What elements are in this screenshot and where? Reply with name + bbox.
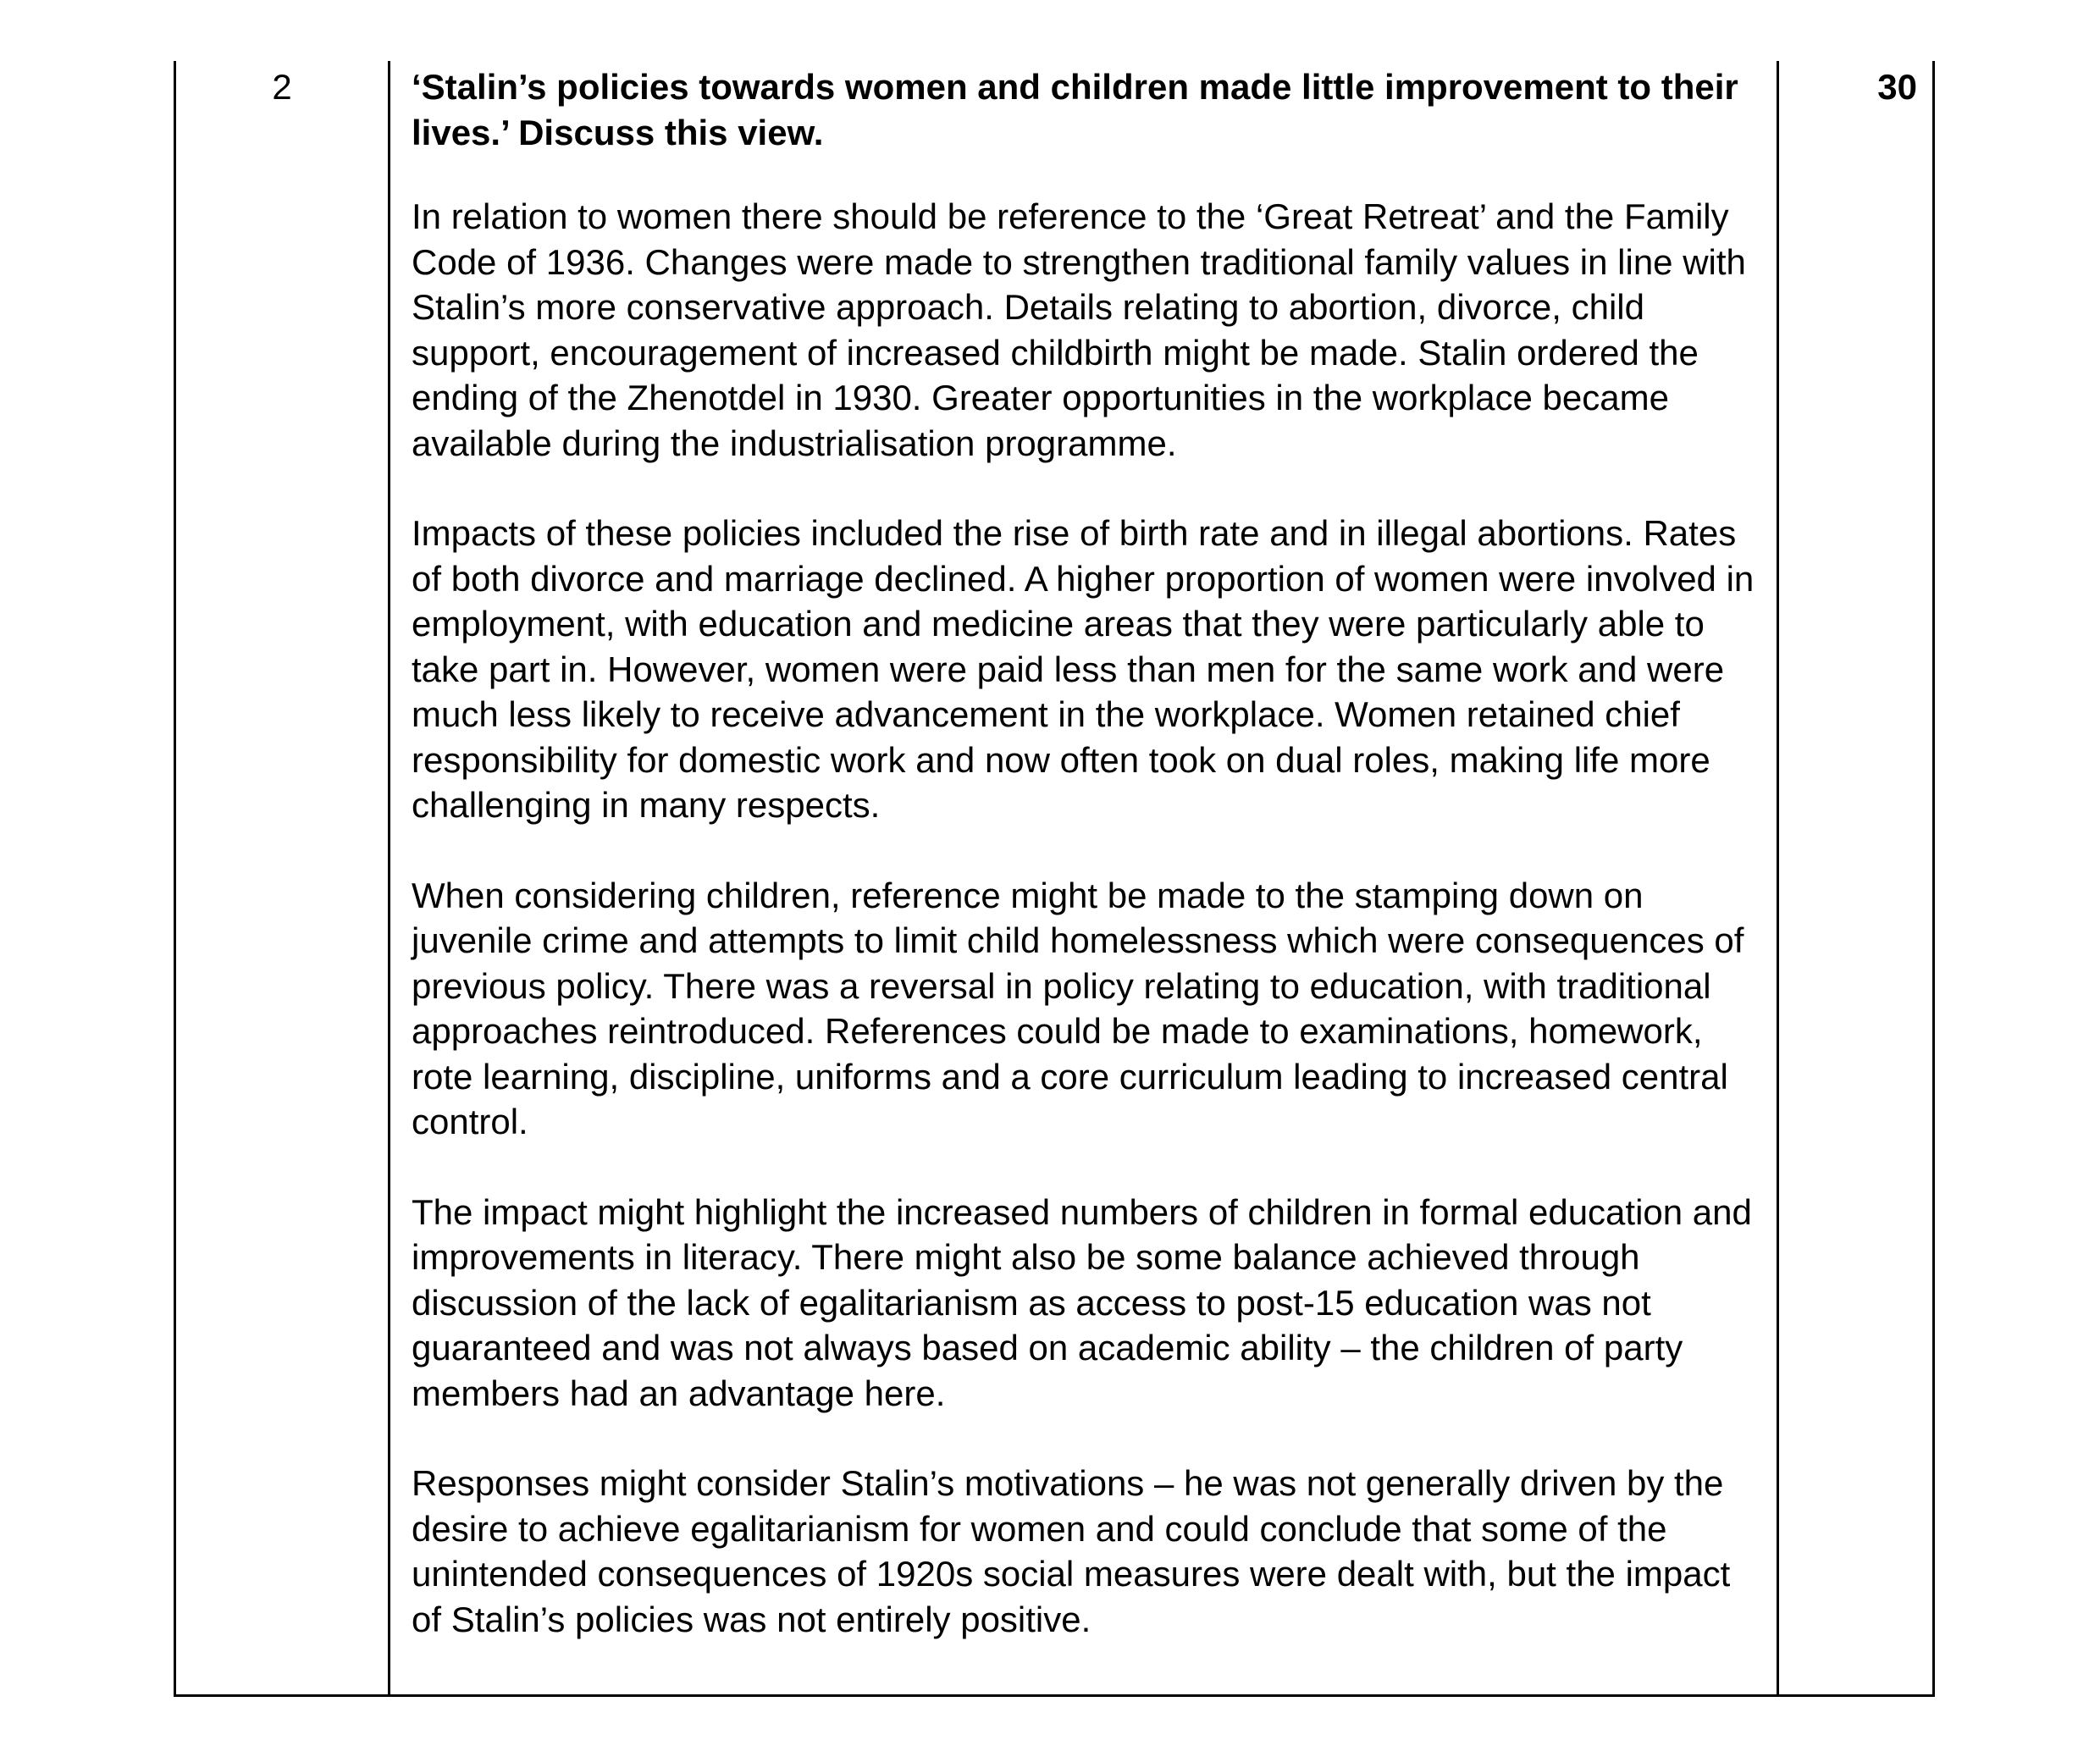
guidance-paragraph: The impact might highlight the increased numbers of children in formal education and improvements in literacy. There might also be some balance achieved through discussion of the lack of egalitarianism as access to post-15 education was not guaranteed and was not always based on academic ability – the children of party members had an advantage here. [412, 1191, 1752, 1413]
mark-scheme-table [174, 61, 1935, 1697]
marks-value: 30 [1877, 67, 1917, 107]
column-divider [388, 61, 390, 1694]
question-number: 2 [272, 67, 292, 107]
question-text: ‘Stalin’s policies towards women and children made little improvement to their lives.’ Discuss this view. [412, 67, 1738, 152]
guidance-paragraph: When considering children, reference might be made to the stamping down on juvenile crime and attempts to limit child homelessness which were consequences of previous policy. There was a reversal in policy relating to education, with traditional approaches reintroduced. References could be made to examinations, homework, rote learning, discipline, uniforms and a core curriculum leading to increased central control. [412, 875, 1744, 1141]
guidance-paragraph: Impacts of these policies included the rise of birth rate and in illegal abortions. Rates of both divorce and marriage declined. A higher proportion of women were involved in employment, with education and medicine areas that they were particularly able to take part in. However, women were paid less than men for the same work and were much less likely to receive advancement in the workplace. Women retained chief responsibility for domestic work and now often took on dual roles, making life more challenging in many respects. [412, 513, 1755, 825]
guidance-paragraph: Responses might consider Stalin’s motivations – he was not generally driven by the desire to achieve egalitarianism for women and could conclude that some of the unintended consequences of 1920s social measures were dealt with, but the impact of Stalin’s policies was not entirely positive. [412, 1463, 1731, 1639]
guidance-paragraph: In relation to women there should be reference to the ‘Great Retreat’ and the Family Code of 1936. Changes were made to strengthen traditional family values in line with Stalin’s more conservative approach. Details relating to abortion, divorce, child support, encouragement of increased childbirth might be made. Stalin ordered the ending of the Zhenotdel in 1930. Greater opportunities in the workplace became available during the industrialisation programme. [412, 196, 1746, 463]
answer-guidance [412, 61, 1758, 1642]
column-divider [1777, 61, 1779, 1694]
